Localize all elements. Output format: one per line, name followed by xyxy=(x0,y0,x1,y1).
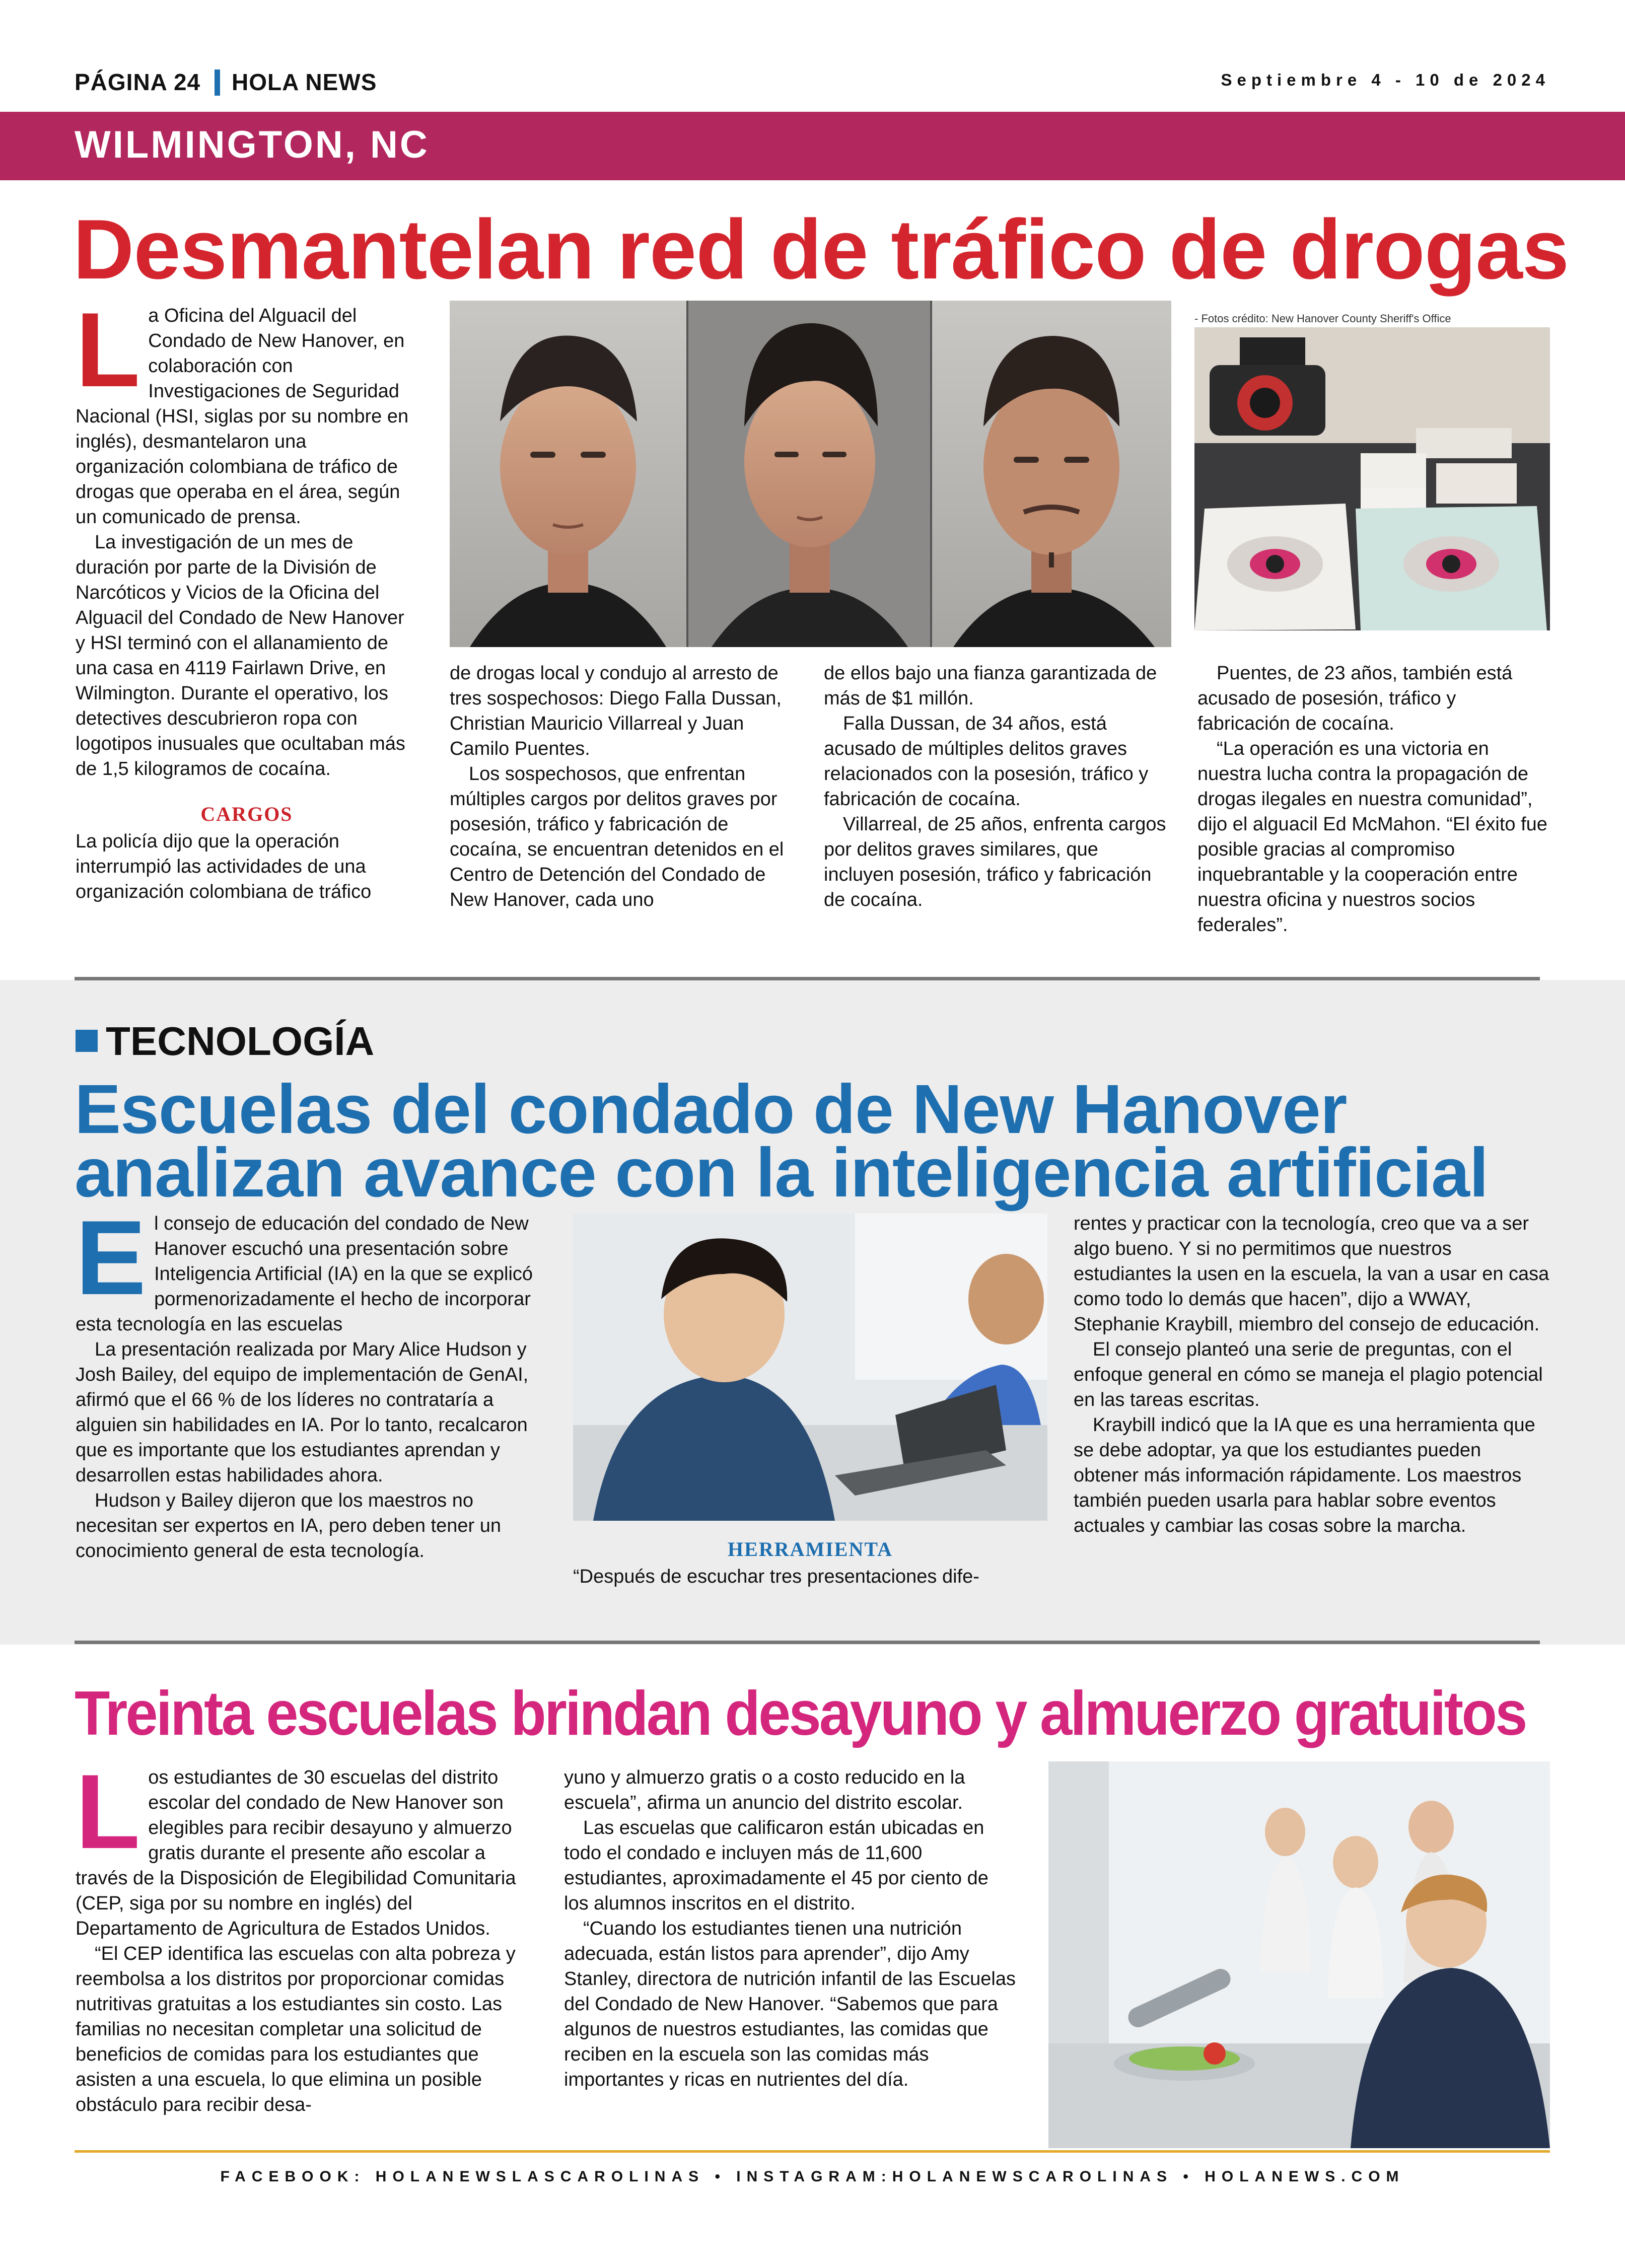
article1-paragraph: Villarreal, de 25 años, enfrenta cargos por delitos graves similares, que incluyen posesión, tráfico y fabricación de cocaína. xyxy=(824,814,1166,910)
article1-column-3 xyxy=(824,661,1171,912)
article1-paragraph: de drogas local y condujo al arresto de tres sospechosos: Diego Falla Dussan, Christian Mauricio Villarreal y Juan Camilo Puentes. xyxy=(450,663,782,759)
cafeteria-illustration xyxy=(1048,1761,1550,2148)
article1-subhead-cargos: CARGOS xyxy=(200,803,293,825)
section-title: WILMINGTON, NC xyxy=(75,123,430,166)
suspects-mugshots-photo xyxy=(450,301,1171,647)
footer-rule xyxy=(75,2150,1550,2153)
article2-subhead-herramienta: HERRAMIENTA xyxy=(728,1538,893,1561)
article1-dropcap: L xyxy=(76,291,140,409)
publication-name: HOLA NEWS xyxy=(232,69,377,95)
article1-column-4 xyxy=(1197,661,1550,938)
seized-evidence-photo xyxy=(1194,327,1550,630)
technology-section-label xyxy=(76,1018,374,1065)
article3-dropcap: L xyxy=(76,1752,140,1871)
article2-paragraph: “Después de escuchar tres presentaciones dife- xyxy=(573,1566,979,1587)
article1-paragraph: Los sospechosos, que enfrentan múltiples cargos por delitos graves por posesión, tráfico y fabricación de cocaína, se encuentran detenidos en el Centro de Detención del Condado de New Hanover, cada uno xyxy=(450,763,784,910)
section-divider xyxy=(75,1641,1540,1644)
header-separator xyxy=(215,69,220,96)
article2-dropcap: E xyxy=(76,1198,147,1317)
mugshots-illustration xyxy=(450,301,1171,647)
photo-credit: - Fotos crédito: New Hanover County Sheriff's Office xyxy=(1194,312,1451,325)
article3-paragraph: Las escuelas que calificaron están ubicadas en todo el condado e incluyen más de 11,600 estudiantes, aproximadamente el 45 por ciento de los alumnos inscritos en el distrito. xyxy=(564,1817,988,1914)
section-square-icon xyxy=(76,1030,98,1052)
article2-paragraph: El consejo planteó una serie de preguntas, con el enfoque general en cómo se maneja el plagio potencial en las tareas escritas. xyxy=(1074,1339,1543,1410)
article1-paragraph: de ellos bajo una fianza garantizada de más de $1 millón. xyxy=(824,663,1157,709)
article1-headline: Desmantelan red de tráfico de drogas xyxy=(73,202,1569,297)
evidence-illustration xyxy=(1194,327,1550,630)
article1-paragraph: “La operación es una victoria en nuestra lucha contra la propagación de drogas ilegales en nuestra comunidad”, dijo el alguacil Ed McMahon. “El éxito fue posible gracias al compromiso inquebrantable y la cooperación entre nuestra oficina y nuestros socios federales”. xyxy=(1197,738,1547,936)
footer-social-links: FACEBOOK: HOLANEWSLASCAROLINAS • INSTAGRAM:HOLANEWSCAROLINAS • HOLANEWS.COM xyxy=(220,2168,1405,2185)
page-number: PÁGINA 24 xyxy=(75,69,201,95)
article2-paragraph: rentes y practicar con la tecnología, creo que va a ser algo bueno. Y si no permitimos que nuestros estudiantes la usen en la escuela, la van a usar en casa como todo lo demás que hacen”, dijo a WWAY, Stephanie Kraybill, miembro del consejo de educación. xyxy=(1074,1213,1549,1335)
article2-paragraph: Hudson y Bailey dijeron que los maestros no necesitan ser expertos en IA, pero deben tener un conocimiento general de esta tecnología. xyxy=(76,1490,501,1562)
article2-column-3 xyxy=(1074,1211,1550,1538)
article2-paragraph: l consejo de educación del condado de New Hanover escuchó una presentación sobre Inteligencia Artificial (IA) en la que se explicó pormenorizadamente el hecho de incorporar esta tecnología en las escuelas xyxy=(76,1213,533,1335)
article1-paragraph: La policía dijo que la operación interrumpió las actividades de una organización colombiana de tráfico xyxy=(76,831,372,902)
article1-paragraph: Falla Dussan, de 34 años, está acusado de múltiples delitos graves relacionados con la posesión, tráfico y fabricación de cocaína. xyxy=(824,713,1149,810)
article2-headline-line-1: Escuelas del condado de New Hanover xyxy=(75,1071,1347,1148)
article3-column-2 xyxy=(564,1765,1017,2092)
section-divider xyxy=(75,977,1540,980)
issue-date: Septiembre 4 - 10 de 2024 xyxy=(1221,70,1550,89)
classroom-illustration xyxy=(573,1214,1047,1521)
school-cafeteria-photo xyxy=(1048,1761,1550,2148)
article3-column-1 xyxy=(76,1752,539,2117)
article1-paragraph: La investigación de un mes de duración por parte de la División de Narcóticos y Vicios de la Oficina del Alguacil del Condado de New Hanover y HSI terminó con el allanamiento de una casa en 4119 Fairlawn Drive, en Wilmington. Durante el operativo, los detectives descubrieron ropa con logotipos inusuales que ocultaban más de 1,5 kilogramos de cocaína. xyxy=(76,532,405,779)
article2-paragraph: La presentación realizada por Mary Alice Hudson y Josh Bailey, del equipo de implementación de GenAI, afirmó que el 66 % de los líderes no contrataría a alguien sin habilidades en IA. Por lo tanto, recalcaron que es importante que los estudiantes aprendan y desarrollen estas habilidades ahora. xyxy=(76,1339,529,1486)
article1-column-1 xyxy=(76,291,418,904)
article2-column-2 xyxy=(573,1527,1047,1589)
article3-paragraph: “Cuando los estudiantes tienen una nutrición adecuada, están listos para aprender”, dijo Amy Stanley, directora de nutrición infantil de las Escuelas del Condado de New Hanover. “Sabemos que para algunos de nuestros estudiantes, las comidas que reciben en la escuela son las comidas más importantes y ricas en nutrientes del día. xyxy=(564,1918,1016,2090)
article2-column-1 xyxy=(76,1198,546,1564)
article3-headline: Treinta escuelas brindan desayuno y almuerzo gratuitos xyxy=(75,1679,1526,1748)
article3-paragraph: yuno y almuerzo gratis o a costo reducido en la escuela”, afirma un anuncio del distrito escolar. xyxy=(564,1767,965,1813)
article1-column-2 xyxy=(450,661,792,912)
article1-paragraph: Puentes, de 23 años, también está acusado de posesión, tráfico y fabricación de cocaína. xyxy=(1197,663,1513,734)
article1-paragraph: a Oficina del Alguacil del Condado de New Hanover, en colaboración con Investigaciones de Seguridad Nacional (HSI, siglas por su nombre en inglés), desmantelaron una organización colombiana de tráfico de drogas que operaba en el área, según un comunicado de prensa. xyxy=(76,305,409,528)
technology-label-text: TECNOLOGÍA xyxy=(106,1019,375,1064)
page-header xyxy=(75,66,1550,97)
article3-paragraph: “El CEP identifica las escuelas con alta pobreza y reembolsa a los distritos por proporcionar comidas nutritivas gratuitas a los estudiantes sin costo. Las familias no necesitan completar una solicitud de beneficios de comidas para los estudiantes que asisten a una escuela, lo que elimina un posible obstáculo para recibir desa- xyxy=(76,1943,516,2115)
section-band xyxy=(0,112,1625,180)
article2-paragraph: Kraybill indicó que la IA que es una herramienta que se debe adoptar, ya que los estudiantes pueden obtener más información rápidamente. Los maestros también pueden usarla para hablar sobre eventos actuales y cambiar las cosas sobre la marcha. xyxy=(1074,1414,1535,1536)
article3-paragraph: os estudiantes de 30 escuelas del distrito escolar del condado de New Hanover son elegibles para recibir desayuno y almuerzo gratis durante el presente año escolar a través de la Disposición de Elegibilidad Comunitaria (CEP, siga por su nombre en inglés) del Departamento de Agricultura de Estados Unidos. xyxy=(76,1767,516,1939)
article2-headline-line-2: analizan avance con la inteligencia artificial xyxy=(75,1134,1489,1212)
students-with-tablets-photo xyxy=(573,1214,1047,1521)
